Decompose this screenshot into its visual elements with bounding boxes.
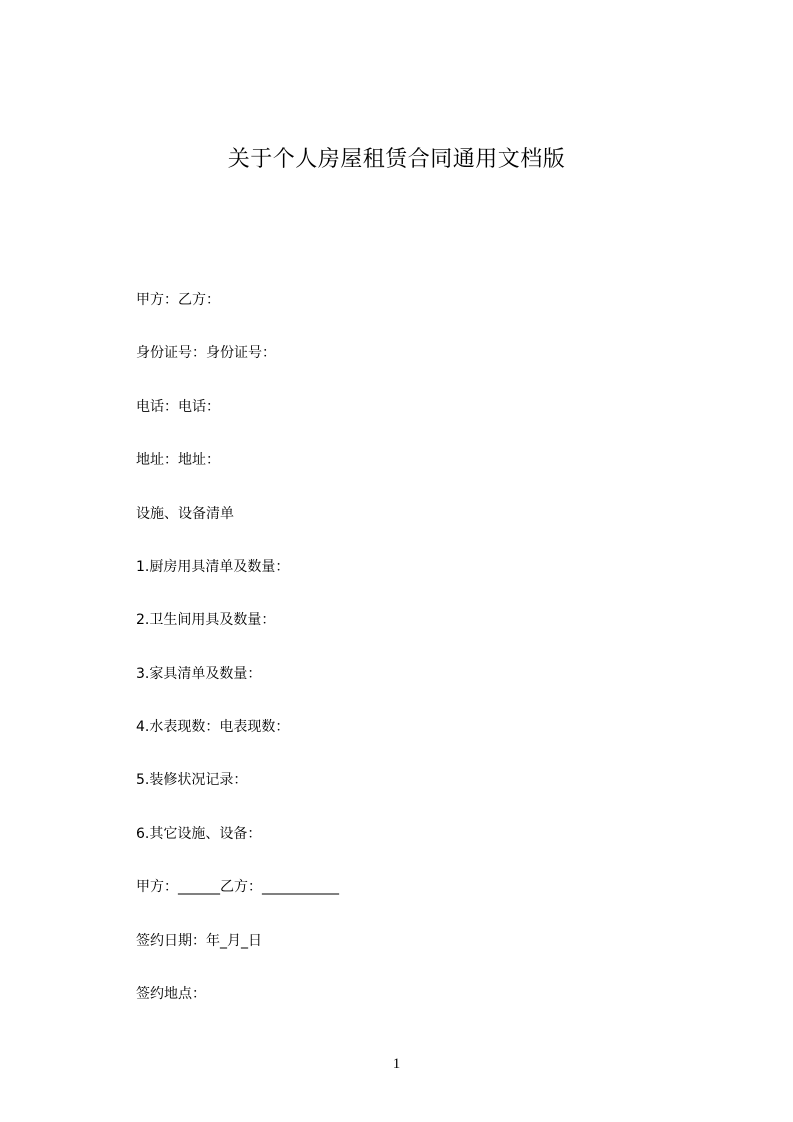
signing-place-line: 签约地点：: [136, 986, 206, 1002]
kitchen-items-line: 1.厨房用具清单及数量：: [136, 559, 290, 575]
other-facilities-line: 6.其它设施、设备：: [136, 826, 262, 842]
decoration-record-line: 5.装修状况记录：: [136, 772, 248, 788]
page-number: 1: [392, 1056, 401, 1072]
phone-line: 电话：电话：: [136, 399, 220, 415]
facilities-heading: 设施、设备清单: [136, 506, 234, 522]
party-names-line: 甲方：乙方：: [136, 292, 220, 308]
document-title: 关于个人房屋租赁合同通用文档版: [227, 147, 566, 172]
bathroom-items-line: 2.卫生间用具及数量：: [136, 612, 276, 628]
signature-line: 甲方：______乙方：___________: [136, 879, 339, 895]
address-line: 地址：地址：: [136, 452, 220, 468]
id-number-line: 身份证号：身份证号：: [136, 345, 276, 361]
signing-date-line: 签约日期：年_月_日: [136, 933, 262, 949]
furniture-items-line: 3.家具清单及数量：: [136, 666, 262, 682]
meter-readings-line: 4.水表现数：电表现数：: [136, 719, 290, 735]
